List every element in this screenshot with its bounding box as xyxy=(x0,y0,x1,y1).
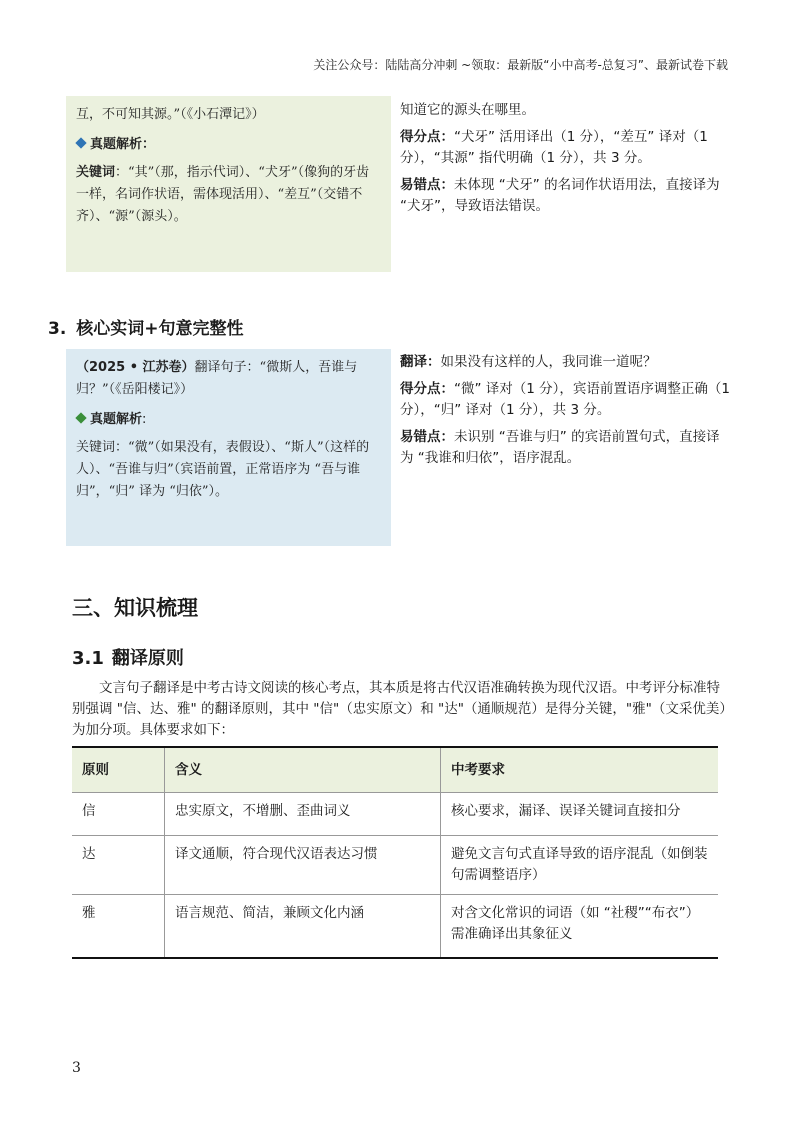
subsection-number: 3.1 xyxy=(72,648,104,669)
chapter-heading: 三、知识梳理 xyxy=(72,596,198,620)
question-paragraph xyxy=(76,357,381,401)
table-header-row xyxy=(72,747,718,793)
translation-paragraph xyxy=(400,352,730,373)
analysis-label: 真题解析： xyxy=(90,137,156,152)
exam-source-label: （2025 • 江苏卷） xyxy=(76,360,195,375)
answer-panel-1 xyxy=(400,100,730,223)
keywords-text: 关键词：“微”（如果没有，表假设）、“斯人”（这样的人）、“吾谁与归”（宾语前置，正常语序为 “吾与谁归”，“归” 译为 “归依”）。 xyxy=(76,440,370,499)
score-text: “犬牙” 活用译出（1 分），“差互” 译对（1 分），“其源” 指代明确（1 分），共 3 分。 xyxy=(400,129,708,166)
exam-example-box-1 xyxy=(66,96,391,272)
table-cell: 对含文化常识的词语（如 “社稷”“布衣”）需准确译出其象征义 xyxy=(441,895,719,959)
translation-text: 知道它的源头在哪里。 xyxy=(400,102,535,118)
analysis-label: 真题解析 xyxy=(90,412,143,427)
analysis-heading xyxy=(76,134,381,156)
subsection-title: 翻译原则 xyxy=(111,648,184,669)
score-points xyxy=(400,379,730,421)
page-number: 3 xyxy=(72,1060,81,1076)
table-row xyxy=(72,793,718,836)
error-text: 未体现 “犬牙” 的名词作状语用法，直接译为 “犬牙”，导致语法错误。 xyxy=(400,177,720,214)
quote-text: 互，不可知其源。”（《小石潭记》） xyxy=(76,107,265,122)
section-number: 3. xyxy=(48,319,67,339)
diamond-bullet-icon xyxy=(75,137,86,148)
score-label: 得分点： xyxy=(400,381,454,397)
score-points xyxy=(400,127,730,169)
table-row xyxy=(72,836,718,895)
table-cell: 核心要求，漏译、误译关键词直接扣分 xyxy=(441,793,719,836)
table-cell: 信 xyxy=(72,793,165,836)
score-text: “微” 译对（1 分），宾语前置语序调整正确（1 分），“归” 译对（1 分），共 3 分。 xyxy=(400,381,730,418)
diamond-bullet-icon xyxy=(75,412,86,423)
answer-panel-2 xyxy=(400,352,730,475)
page-header: 关注公众号：陆陆高分冲刺 ~领取：最新版“小中高考-总复习”、最新试卷下载 xyxy=(313,58,728,72)
exam-example-box-2 xyxy=(66,349,391,546)
column-header: 中考要求 xyxy=(441,747,719,793)
question-text: 翻译句子：“微斯人，吾谁与归？”（《岳阳楼记》） xyxy=(76,360,358,397)
translation-label: 翻译： xyxy=(400,354,441,370)
section-title: 核心实词+句意完整性 xyxy=(76,319,244,339)
error-text: 未识别 “吾谁与归” 的宾语前置句式，直接译为 “我谁和归依”，语序混乱。 xyxy=(400,429,720,466)
score-label: 得分点： xyxy=(400,129,454,145)
table-cell: 译文通顺，符合现代汉语表达习惯 xyxy=(165,836,441,895)
intro-paragraph: 文言句子翻译是中考古诗文阅读的核心考点，其本质是将古代汉语准确转换为现代汉语。中考评分标准特别强调 "信、达、雅" 的翻译原则，其中 "信"（忠实原文）和 "达"（通顺规范）是得分关键，"雅"（文采优美）为加分项。具体要求如下： xyxy=(72,680,727,738)
table-cell: 避免文言句式直译导致的语序混乱（如倒装句需调整语序） xyxy=(441,836,719,895)
principles-table xyxy=(72,746,718,959)
keywords-label: 关键词 xyxy=(76,165,116,180)
translation-text: 如果没有这样的人，我同谁一道呢？ xyxy=(440,354,657,370)
keywords-paragraph xyxy=(76,162,381,228)
error-label: 易错点： xyxy=(400,177,454,193)
table-row xyxy=(72,895,718,959)
analysis-colon: : xyxy=(142,412,147,427)
error-points xyxy=(400,427,730,469)
table-cell: 达 xyxy=(72,836,165,895)
column-header: 原则 xyxy=(72,747,165,793)
section-heading-3 xyxy=(48,314,244,339)
table-cell: 语言规范、简洁，兼顾文化内涵 xyxy=(165,895,441,959)
error-label: 易错点： xyxy=(400,429,454,445)
error-points xyxy=(400,175,730,217)
table-cell: 忠实原文，不增删、歪曲词义 xyxy=(165,793,441,836)
table-cell: 雅 xyxy=(72,895,165,959)
column-header: 含义 xyxy=(165,747,441,793)
keywords-text: ：“其”（那，指示代词）、“犬牙”（像狗的牙齿一样，名词作状语，需体现活用）、“差互”（交错不齐）、“源”（源头）。 xyxy=(76,165,370,224)
subsection-heading xyxy=(72,644,184,670)
analysis-heading xyxy=(76,409,381,431)
